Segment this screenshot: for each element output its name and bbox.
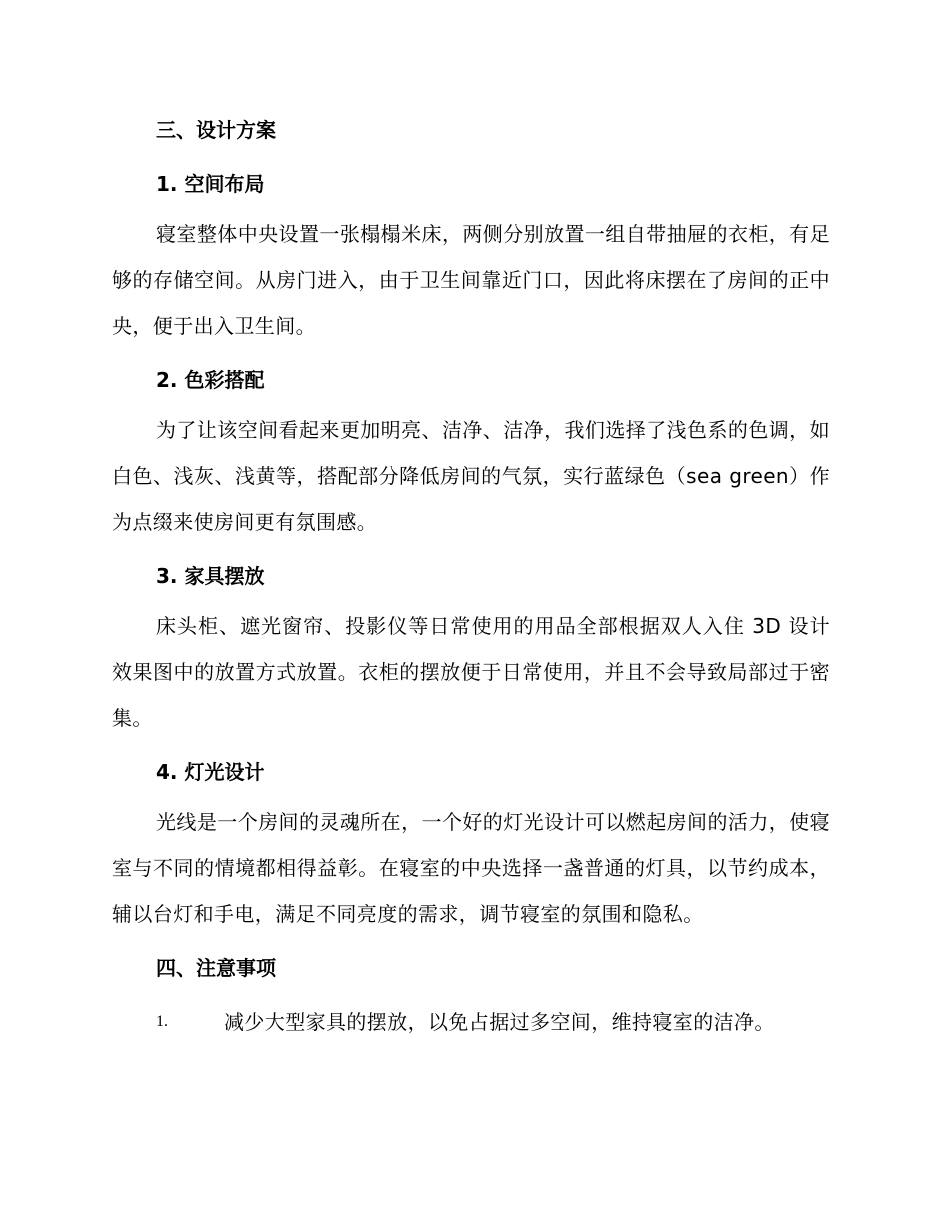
subsection-title-color-scheme: 2. 色彩搭配 <box>156 368 265 392</box>
subsection-title-furniture: 3. 家具摆放 <box>156 564 265 588</box>
paragraph-space-layout: 寝室整体中央设置一张榻榻米床，两侧分别放置一组自带抽屉的衣柜，有足够的存储空间。从房门进入，由于卫生间靠近门口，因此将床摆在了房间的正中央，便于出入卫生间。 <box>112 222 830 338</box>
paragraph-color-scheme: 为了让该空间看起来更加明亮、洁净、洁净，我们选择了浅色系的色调，如白色、浅灰、浅黄等，搭配部分降低房间的气氛，实行蓝绿色（sea green）作为点缀来使房间更有氛围感。 <box>112 418 830 534</box>
subsection-title-lighting: 4. 灯光设计 <box>156 760 265 784</box>
list-item <box>112 995 830 1049</box>
paragraph-lighting: 光线是一个房间的灵魂所在，一个好的灯光设计可以燃起房间的活力，使寝室与不同的情境都相得益彰。在寝室的中央选择一盏普通的灯具，以节约成本，辅以台灯和手电，满足不同亮度的需求，调节寝室的氛围和隐私。 <box>112 810 830 926</box>
subsection-title-space-layout: 1. 空间布局 <box>156 172 265 196</box>
list-item-number: 1. <box>156 1013 168 1030</box>
section-title-design-plan: 三、设计方案 <box>156 118 276 142</box>
paragraph-furniture: 床头柜、遮光窗帘、投影仪等日常使用的用品全部根据双人入住 3D 设计效果图中的放置方式放置。衣柜的摆放便于日常使用，并且不会导致局部过于密集。 <box>112 614 830 730</box>
list-item-text: 减少大型家具的摆放，以免占据过多空间，维持寝室的洁净。 <box>224 1010 775 1034</box>
section-title-notes: 四、注意事项 <box>156 956 276 980</box>
document-page <box>112 103 830 1049</box>
